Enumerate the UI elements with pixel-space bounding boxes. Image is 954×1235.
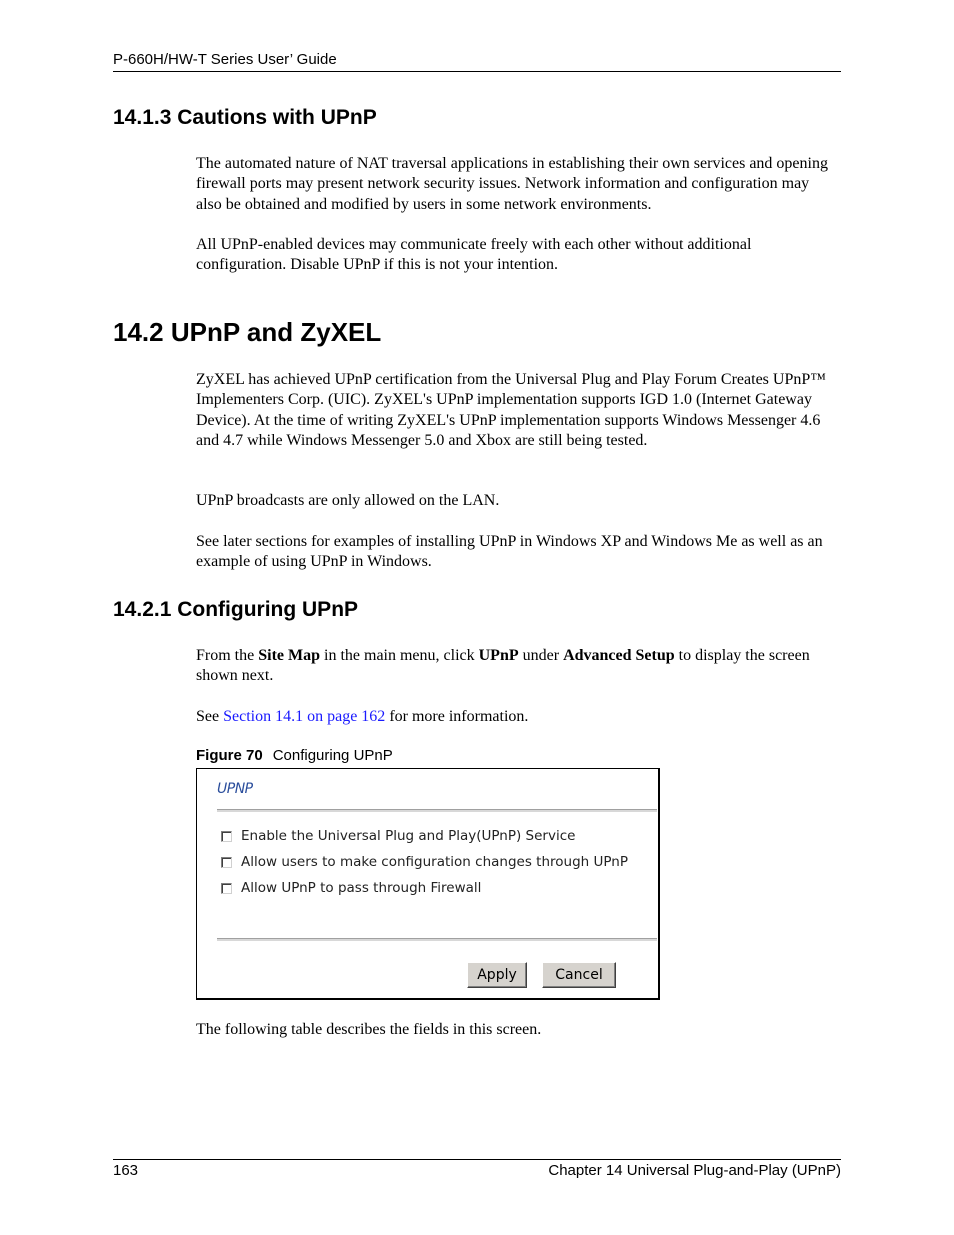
top-divider	[217, 809, 657, 813]
figure-caption: Figure 70 Configuring UPnP	[196, 747, 393, 764]
enable-upnp-checkbox[interactable]	[221, 831, 232, 842]
header-rule	[113, 71, 841, 72]
paragraph-cautions-1: The automated nature of NAT traversal applications in establishing their own services and opening firewall ports may present network security issues. Network information and configuration may also be obtained and modified by users in some network environments.	[196, 155, 828, 213]
bottom-divider	[217, 938, 657, 942]
paragraph-configuring-2: See Section 14.1 on page 162 for more information.	[196, 708, 529, 725]
paragraph-zyxel-3: See later sections for examples of installing UPnP in Windows XP and Windows Me as well as an example of using UPnP in Windows.	[196, 533, 823, 571]
running-header: P-660H/HW-T Series User’ Guide	[113, 51, 337, 68]
screen-title: UPNP	[217, 781, 253, 797]
heading-configuring-upnp: 14.2.1 Configuring UPnP	[113, 598, 359, 621]
paragraph-closing: The following table describes the fields in this screen.	[196, 1021, 542, 1038]
paragraph-cautions-2: All UPnP-enabled devices may communicate freely with each other without additional configuration. Disable UPnP if this is not your intention.	[196, 236, 752, 274]
cancel-button[interactable]: Cancel	[542, 962, 616, 988]
upnp-config-screenshot	[196, 768, 660, 1000]
paragraph-zyxel-1: ZyXEL has achieved UPnP certification from the Universal Plug and Play Forum Creates UPnP™ Implementers Corp. (UIC). ZyXEL's UPnP implementation supports IGD 1.0 (Internet Gateway Device). At the time of writing ZyXEL's UPnP implementation supports Windows Messenger 4.6 and 4.7 while Windows Messenger 5.0 and Xbox are still being tested.	[196, 371, 826, 449]
footer-rule	[113, 1159, 841, 1160]
option-enable-upnp[interactable]: Enable the Universal Plug and Play(UPnP) Service	[221, 828, 575, 844]
paragraph-configuring-1: From the Site Map in the main menu, click UPnP under Advanced Setup to display the screen shown next.	[196, 647, 810, 685]
option-pass-firewall[interactable]: Allow UPnP to pass through Firewall	[221, 880, 481, 896]
allow-config-checkbox[interactable]	[221, 857, 232, 868]
option-allow-config-changes[interactable]: Allow users to make configuration changes through UPnP	[221, 854, 628, 870]
apply-button[interactable]: Apply	[467, 962, 527, 988]
pass-firewall-checkbox[interactable]	[221, 883, 232, 894]
heading-upnp-zyxel: 14.2 UPnP and ZyXEL	[113, 317, 382, 347]
heading-cautions: 14.1.3 Cautions with UPnP	[113, 106, 377, 129]
chapter-title: Chapter 14 Universal Plug-and-Play (UPnP)	[548, 1162, 841, 1179]
paragraph-zyxel-2: UPnP broadcasts are only allowed on the LAN.	[196, 492, 500, 509]
page-number: 163	[113, 1162, 139, 1179]
section-link[interactable]: Section 14.1 on page 162	[223, 708, 386, 725]
